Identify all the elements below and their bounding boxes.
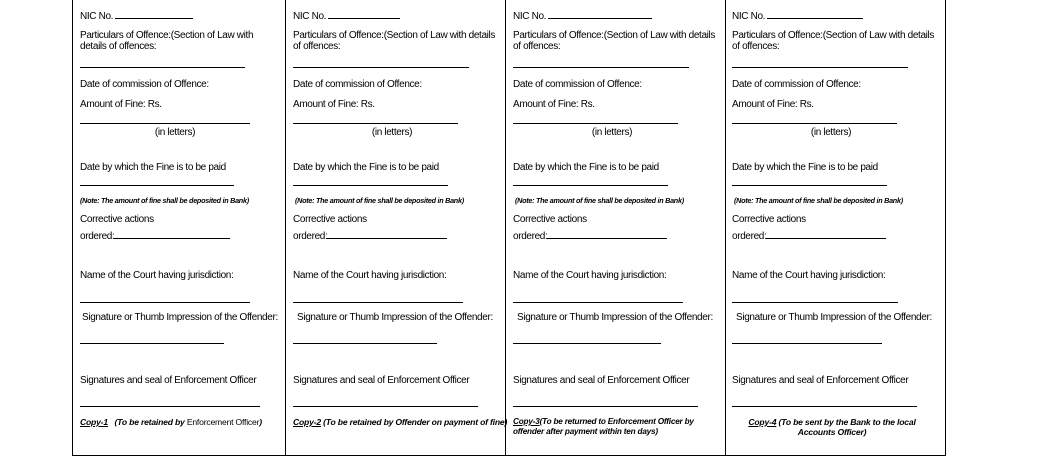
offender-signature-blank[interactable]	[513, 343, 661, 344]
nic-field[interactable]	[732, 9, 863, 22]
bank-note: (Note: The amount of fine shall be deposited in Bank)	[295, 196, 464, 205]
offender-signature-blank[interactable]	[293, 343, 437, 344]
nic-field[interactable]	[293, 9, 400, 22]
bank-note: (Note: The amount of fine shall be deposited in Bank)	[515, 196, 684, 205]
copy-3-label: Copy-3	[513, 417, 540, 426]
copy-2-label: Copy-2	[293, 417, 321, 427]
nic-field[interactable]	[80, 9, 193, 22]
particulars-label: Particulars of Offence:(Section of Law with details of offences:	[293, 30, 496, 52]
date-commission-label: Date of commission of Offence:	[513, 79, 642, 90]
officer-signature-label: Signatures and seal of Enforcement Officer	[80, 375, 257, 386]
amount-fine-blank[interactable]	[293, 123, 458, 124]
in-letters-label: (in letters)	[371, 127, 413, 138]
court-blank[interactable]	[80, 302, 250, 303]
copy-2-column	[293, 0, 508, 456]
date-paid-blank[interactable]	[80, 185, 234, 186]
date-paid-label: Date by which the Fine is to be paid	[293, 162, 439, 173]
corrective-actions-label: Corrective actions	[293, 214, 367, 225]
corrective-blank[interactable]	[114, 229, 230, 239]
offender-signature-label: Signature or Thumb Impression of the Offender:	[297, 312, 493, 323]
date-commission-label: Date of commission of Offence:	[80, 79, 209, 90]
date-paid-blank[interactable]	[293, 185, 448, 186]
corrective-blank[interactable]	[766, 229, 886, 239]
copy-2-note	[293, 417, 543, 427]
corrective-actions-label: Corrective actions	[513, 214, 587, 225]
court-label: Name of the Court having jurisdiction:	[732, 270, 886, 281]
date-paid-label: Date by which the Fine is to be paid	[80, 162, 226, 173]
copy-4-label: Copy-4	[748, 417, 777, 427]
corrective-blank[interactable]	[327, 229, 447, 239]
corrective-blank[interactable]	[547, 229, 667, 239]
particulars-blank[interactable]	[80, 67, 245, 68]
officer-signature-label: Signatures and seal of Enforcement Officer	[513, 375, 690, 386]
offender-signature-label: Signature or Thumb Impression of the Offender:	[517, 312, 713, 323]
court-label: Name of the Court having jurisdiction:	[513, 270, 667, 281]
offender-signature-label: Signature or Thumb Impression of the Offender:	[736, 312, 932, 323]
officer-signature-blank[interactable]	[80, 406, 260, 407]
nic-label: NIC No.	[513, 11, 547, 22]
column-divider	[725, 0, 726, 456]
amount-fine-blank[interactable]	[732, 123, 897, 124]
nic-label: NIC No.	[80, 11, 114, 22]
particulars-label: Particulars of Offence:(Section of Law with details of offences:	[513, 30, 716, 52]
copy-1-label: Copy-1	[80, 417, 108, 427]
particulars-label: Particulars of Offence:(Section of Law with details of offences:	[80, 30, 254, 52]
nic-blank[interactable]	[548, 9, 652, 19]
amount-fine-label: Amount of Fine: Rs.	[293, 99, 375, 110]
date-paid-label: Date by which the Fine is to be paid	[513, 162, 659, 173]
copy-1-column	[80, 0, 280, 456]
copy-4-text: (To be sent by the Bank to the local Accounts Officer)	[778, 417, 916, 437]
offender-signature-blank[interactable]	[80, 343, 224, 344]
copy-1-text-end: )	[259, 417, 262, 427]
date-commission-label: Date of commission of Offence:	[293, 79, 422, 90]
corrective-ordered-field[interactable]	[732, 229, 886, 242]
court-blank[interactable]	[732, 302, 898, 303]
date-commission-label: Date of commission of Offence:	[732, 79, 861, 90]
corrective-ordered-field[interactable]	[80, 229, 230, 242]
amount-fine-blank[interactable]	[80, 123, 250, 124]
particulars-blank[interactable]	[732, 67, 908, 68]
copy-2-text: (To be retained by Offender on payment of fine)	[323, 417, 508, 427]
nic-blank[interactable]	[115, 9, 193, 19]
offender-signature-label: Signature or Thumb Impression of the Offender:	[82, 312, 278, 323]
corrective-ordered-field[interactable]	[293, 229, 447, 242]
copy-1-text-plain: Enforcement Officer	[186, 417, 260, 427]
nic-blank[interactable]	[767, 9, 863, 19]
nic-blank[interactable]	[328, 9, 400, 19]
amount-fine-label: Amount of Fine: Rs.	[513, 99, 595, 110]
column-divider	[945, 0, 946, 456]
copy-1-note	[80, 417, 276, 427]
particulars-blank[interactable]	[513, 67, 689, 68]
particulars-label: Particulars of Offence:(Section of Law with details of offences:	[732, 30, 935, 52]
corrective-ordered-label: ordered:	[293, 231, 328, 242]
corrective-ordered-field[interactable]	[513, 229, 667, 242]
court-blank[interactable]	[513, 302, 683, 303]
copy-3-note	[513, 417, 721, 437]
date-paid-blank[interactable]	[732, 185, 887, 186]
officer-signature-label: Signatures and seal of Enforcement Officer	[293, 375, 470, 386]
amount-fine-label: Amount of Fine: Rs.	[80, 99, 162, 110]
bank-note: (Note: The amount of fine shall be deposited in Bank)	[80, 196, 249, 205]
particulars-blank[interactable]	[293, 67, 469, 68]
court-blank[interactable]	[293, 302, 463, 303]
corrective-actions-label: Corrective actions	[80, 214, 154, 225]
in-letters-label: (in letters)	[591, 127, 633, 138]
column-divider	[285, 0, 286, 456]
fine-form-sheet	[72, 0, 946, 456]
copy-1-text: (To be retained by	[114, 417, 185, 427]
nic-label: NIC No.	[293, 11, 327, 22]
officer-signature-blank[interactable]	[513, 406, 698, 407]
column-divider	[505, 0, 506, 456]
in-letters-label: (in letters)	[154, 127, 196, 138]
copy-3-column	[513, 0, 725, 456]
in-letters-label: (in letters)	[810, 127, 852, 138]
copy-3-text: (To be returned to Enforcement Officer by offender after payment within ten days)	[513, 417, 694, 436]
court-label: Name of the Court having jurisdiction:	[293, 270, 447, 281]
officer-signature-blank[interactable]	[293, 406, 478, 407]
date-paid-label: Date by which the Fine is to be paid	[732, 162, 878, 173]
nic-label: NIC No.	[732, 11, 766, 22]
amount-fine-blank[interactable]	[513, 123, 678, 124]
amount-fine-label: Amount of Fine: Rs.	[732, 99, 814, 110]
column-divider	[72, 0, 73, 456]
copy-4-note	[732, 417, 932, 437]
corrective-ordered-label: ordered:	[80, 231, 115, 242]
corrective-actions-label: Corrective actions	[732, 214, 806, 225]
officer-signature-blank[interactable]	[732, 406, 917, 407]
bank-note: (Note: The amount of fine shall be deposited in Bank)	[734, 196, 903, 205]
corrective-ordered-label: ordered:	[732, 231, 767, 242]
corrective-ordered-label: ordered:	[513, 231, 548, 242]
offender-signature-blank[interactable]	[732, 343, 882, 344]
officer-signature-label: Signatures and seal of Enforcement Officer	[732, 375, 909, 386]
copy-4-column	[732, 0, 944, 456]
court-label: Name of the Court having jurisdiction:	[80, 270, 234, 281]
date-paid-blank[interactable]	[513, 185, 668, 186]
nic-field[interactable]	[513, 9, 652, 22]
